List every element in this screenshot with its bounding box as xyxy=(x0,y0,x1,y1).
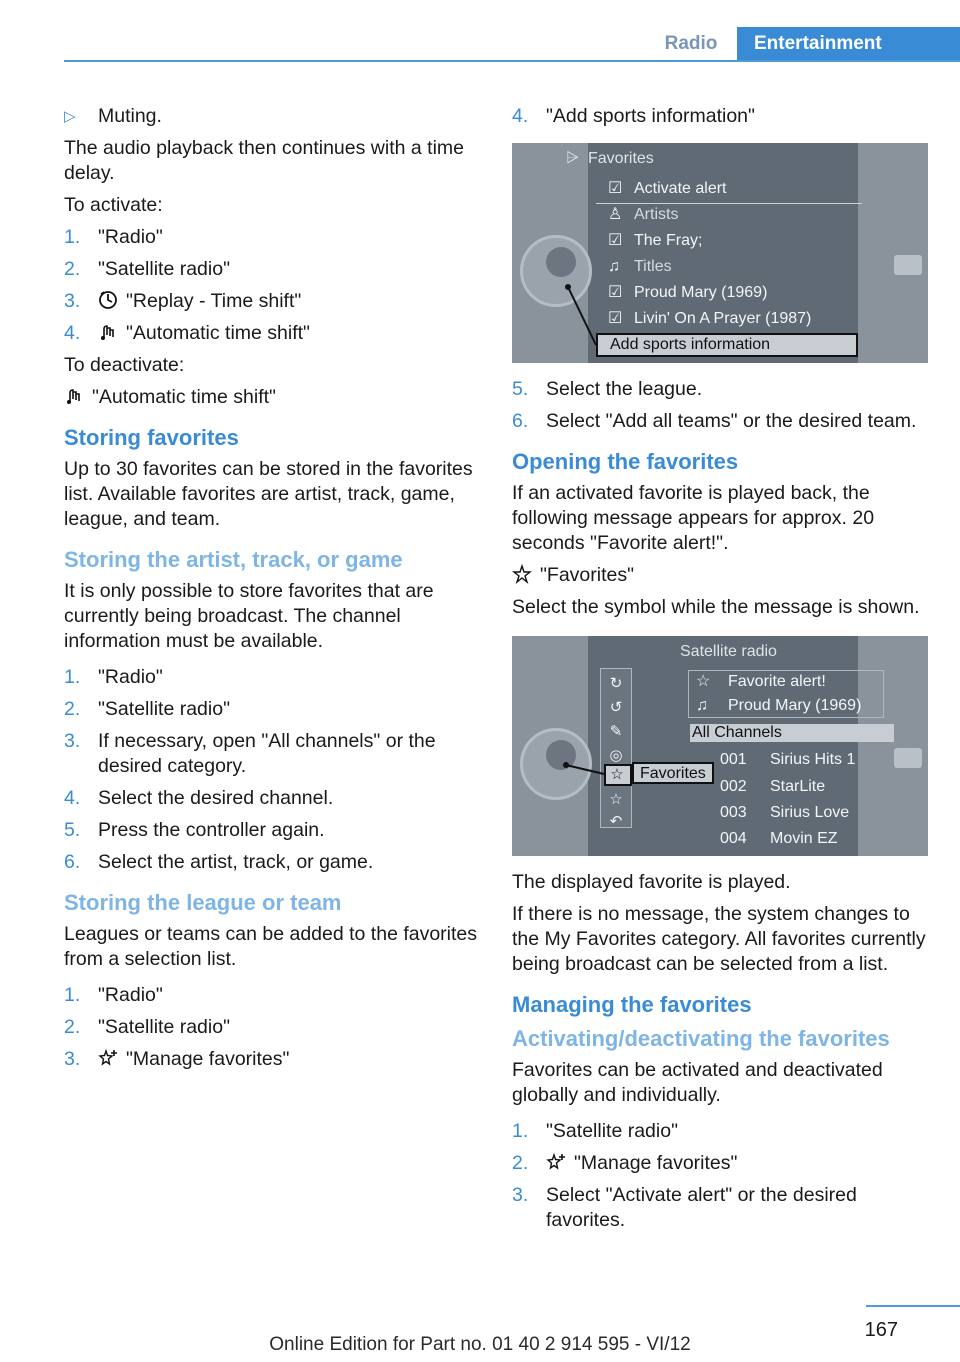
list-item: 4. "Add sports information" xyxy=(512,105,755,127)
menu-row: Proud Mary (1969) xyxy=(634,284,768,301)
time-shift-icon: ◎ xyxy=(609,747,623,764)
channel-number: 003 xyxy=(720,804,747,821)
heading-activating-favorites: Activating/deactivating the favorites xyxy=(512,1026,890,1051)
music-note-icon: ♫ xyxy=(696,697,708,714)
list-item: 1. "Radio" xyxy=(64,984,163,1006)
right-column xyxy=(512,104,932,1240)
music-note-icon: ♫ xyxy=(608,258,620,275)
to-activate-label: To activate: xyxy=(64,194,163,216)
list-item: 1. "Satellite radio" xyxy=(512,1120,678,1142)
screen-title: Satellite radio xyxy=(680,643,777,660)
page-header xyxy=(0,0,960,62)
channel-number: 004 xyxy=(720,830,747,847)
storing-paragraph: Up to 30 favorites can be stored in the favorites list. Available favorites are artist, track, game, league, and team. xyxy=(64,458,473,530)
checkbox-icon: ☑ xyxy=(608,180,623,197)
page-number: 167 xyxy=(864,1319,898,1341)
menu-row: Livin' On A Prayer (1987) xyxy=(634,310,812,327)
checkbox-icon: ☑ xyxy=(608,310,623,327)
list-item: 6. Select "Add all teams" or the desired team. xyxy=(512,410,917,432)
menu-row: Artists xyxy=(634,206,679,223)
list-item: 3. Select "Activate alert" or the desired favorites. xyxy=(512,1184,857,1231)
list-item: 5. Select the league. xyxy=(512,378,703,400)
channel-name: Movin EZ xyxy=(770,830,838,847)
favorites-star-icon xyxy=(512,564,532,584)
triangle-bullet-icon: ▷ xyxy=(64,108,76,125)
activating-paragraph: Favorites can be activated and deactivated globally and individually. xyxy=(512,1059,883,1106)
replay-time-shift-icon xyxy=(98,290,118,310)
alert-row: Proud Mary (1969) xyxy=(728,697,862,714)
screen-title-antenna-icon: ⩥ xyxy=(566,150,579,167)
heading-opening-favorites: Opening the favorites xyxy=(512,449,739,474)
artist-steps xyxy=(64,665,484,875)
played-paragraph: The displayed favorite is played. xyxy=(512,871,791,893)
no-message-paragraph: If there is no message, the system changes to the My Favorites category. All favorites currently being broadcast can be selected from a list. xyxy=(512,903,926,975)
list-item: 4. "Automatic time shift" xyxy=(64,322,310,344)
list-item: 5. Press the controller again. xyxy=(64,819,325,841)
repeat-icon: ↻ xyxy=(609,675,623,692)
heading-storing-favorites: Storing favorites xyxy=(64,425,239,450)
all-channels-label: All Channels xyxy=(692,724,782,741)
list-item: 2. "Satellite radio" xyxy=(64,1016,230,1038)
checkbox-icon: ☑ xyxy=(608,284,623,301)
footer-rule xyxy=(866,1305,960,1307)
favorites-tooltip: Favorites xyxy=(632,762,714,784)
channel-number: 002 xyxy=(720,778,747,795)
deactivate-item: "Automatic time shift" xyxy=(64,385,484,410)
muting-bullet: ▷ Muting. xyxy=(64,105,162,127)
manage-favorites-icon xyxy=(546,1152,566,1172)
repeat-icon: ↺ xyxy=(609,699,623,716)
callout-line xyxy=(512,636,928,856)
list-item: 3. If necessary, open "All channels" or the desired category. xyxy=(64,730,436,777)
header-rule xyxy=(64,60,960,62)
list-item: 1. "Radio" xyxy=(64,226,163,248)
manage-favorites-icon: ☆ xyxy=(609,791,623,808)
heading-storing-artist: Storing the artist, track, or game xyxy=(64,547,403,572)
delay-paragraph: The audio playback then continues with a time delay. xyxy=(64,137,464,184)
favorites-screenshot xyxy=(512,143,928,363)
artist-icon: ♙ xyxy=(608,206,623,223)
manage-favorites-icon xyxy=(98,1048,118,1068)
list-item: 2. "Manage favorites" xyxy=(512,1152,738,1174)
list-item: 3. "Manage favorites" xyxy=(64,1048,290,1070)
activate-steps xyxy=(64,225,484,346)
channel-name: StarLite xyxy=(770,778,826,795)
channel-name: Sirius Love xyxy=(770,804,850,821)
list-item: 6. Select the artist, track, or game. xyxy=(64,851,374,873)
satellite-radio-screenshot xyxy=(512,636,928,856)
list-item: 4. Select the desired channel. xyxy=(64,787,334,809)
edition-text: Online Edition for Part no. 01 40 2 914 595 - VI/12 xyxy=(269,1334,691,1355)
league-paragraph: Leagues or teams can be added to the favorites from a selection list. xyxy=(64,923,478,970)
automatic-time-shift-icon xyxy=(64,386,84,406)
heading-managing-favorites: Managing the favorites xyxy=(512,992,752,1017)
star-icon: ☆ xyxy=(696,673,711,690)
manage-steps xyxy=(512,1119,932,1233)
heading-storing-league: Storing the league or team xyxy=(64,890,342,915)
to-deactivate-label: To deactivate: xyxy=(64,354,185,376)
back-icon: ↶ xyxy=(609,813,623,830)
alert-row: Favorite alert! xyxy=(728,673,826,690)
opening-paragraph: If an activated favorite is played back, the following message appears for approx. 20 seconds "Favorite alert!". xyxy=(512,482,875,554)
chapter-tab-entertainment: Entertainment xyxy=(737,27,960,62)
league-steps xyxy=(64,983,484,1072)
list-item: 2. "Satellite radio" xyxy=(64,698,230,720)
list-item: 1. "Radio" xyxy=(64,666,163,688)
list-item: 3. "Replay - Time shift" xyxy=(64,290,302,312)
callout-line xyxy=(512,143,928,363)
menu-row: Titles xyxy=(634,258,672,275)
list-item: 2. "Satellite radio" xyxy=(64,258,230,280)
favorites-item: "Favorites" xyxy=(512,563,932,588)
channel-number: 001 xyxy=(720,751,747,768)
menu-row: The Fray; xyxy=(634,232,703,249)
checkbox-icon: ☑ xyxy=(608,232,623,249)
satellite-icon: ✎ xyxy=(609,723,623,740)
automatic-time-shift-icon xyxy=(98,322,118,342)
page-footer xyxy=(0,1300,960,1362)
channel-name: Sirius Hits 1 xyxy=(770,751,856,768)
select-symbol-paragraph: Select the symbol while the message is shown. xyxy=(512,596,920,618)
selected-menu-row: Add sports information xyxy=(596,333,858,357)
menu-row: Activate alert xyxy=(634,180,727,197)
screen-title: Favorites xyxy=(588,150,654,167)
artist-paragraph: It is only possible to store favorites that are currently being broadcast. The channel information must be available. xyxy=(64,580,434,652)
section-tab-radio: Radio xyxy=(664,33,718,54)
league-team-steps xyxy=(512,377,932,434)
favorites-star-icon: ☆ xyxy=(610,766,624,783)
left-column xyxy=(64,104,484,1079)
